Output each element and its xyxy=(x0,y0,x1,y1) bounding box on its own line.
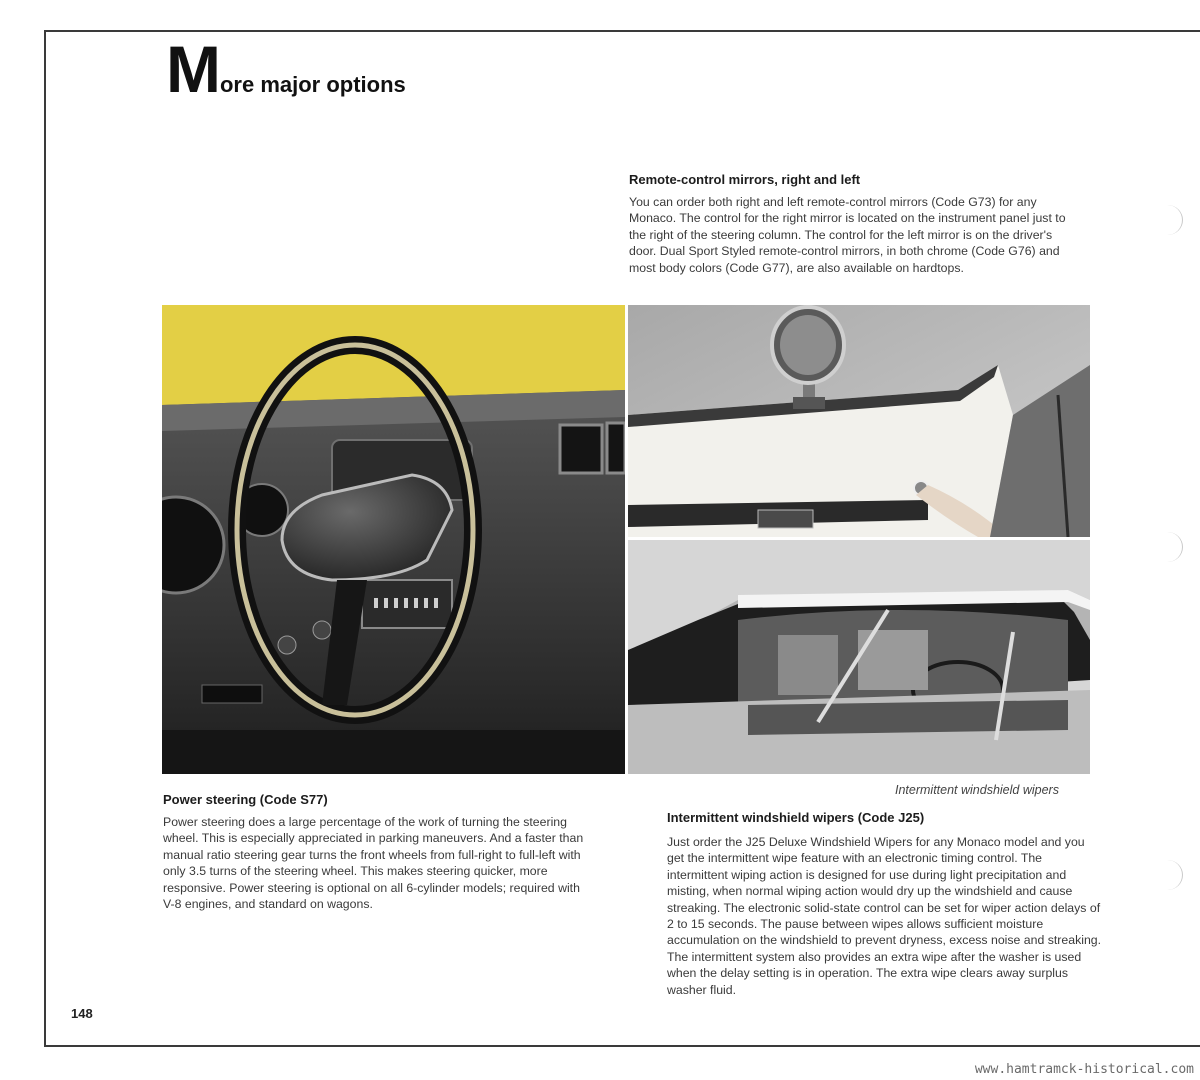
page-title xyxy=(166,32,406,106)
binder-hole-bottom-icon xyxy=(1152,860,1183,890)
steering-body: Power steering does a large percentage of the work of turning the steering wheel. This is especially appreciated in parking maneuvers. And a faster than manual ratio steering gear turns the front wheels from full-right to full-left with only 3.5 turns of the steering wheel. This makes steering quicker, more responsive. Power steering is optional on all 6-cylinder models; required with V-8 engines, and standard on wagons. xyxy=(163,815,584,912)
wipers-photo-caption: Intermittent windshield wipers xyxy=(895,783,1059,797)
page-frame-bottom-rule xyxy=(44,1045,1200,1047)
wipers-body: Just order the J25 Deluxe Windshield Wipers for any Monaco model and you get the intermittent wipe feature with an electronic timing control. The intermittent wiping action is designed for use during light precipitation and misting, when normal wiping action would dry up the windshield and cause streaking. The electronic solid-state control can be set for wiper action delays of 2 to 15 seconds. The pause between wipes allows sufficient moisture accumulation on the windshield to prevent dryness, excess noise and streaking. The intermittent system also provides an extra wipe after the washer is used when the delay setting is in operation. The extra wipe clears away surplus washer fluid. xyxy=(667,835,1102,997)
wipers-heading: Intermittent windshield wipers (Code J25) xyxy=(667,810,925,825)
windshield-wipers-photo xyxy=(628,540,1090,774)
binder-hole-middle-icon xyxy=(1152,532,1183,562)
binder-hole-top-icon xyxy=(1152,205,1183,235)
mirrors-body: You can order both right and left remote-control mirrors (Code G73) for any Monaco. The control for the right mirror is located on the instrument panel just to the right of the steering column. The control for the left mirror is on the driver's door. Dual Sport Styled remote-control mirrors, in both chrome (Code G76) and most body colors (Code G77), are also available on hardtops. xyxy=(629,195,1066,275)
page-frame-left-rule xyxy=(44,30,46,1047)
remote-control-mirror-photo xyxy=(628,305,1090,537)
mirrors-heading: Remote-control mirrors, right and left xyxy=(629,172,861,187)
page-title-initial: M xyxy=(166,32,218,106)
website-watermark: www.hamtramck-historical.com xyxy=(974,1062,1194,1077)
page-number: 148 xyxy=(71,1006,93,1021)
page-title-text: ore major options xyxy=(219,72,406,97)
steering-heading: Power steering (Code S77) xyxy=(163,792,328,807)
steering-wheel-photo xyxy=(162,305,625,774)
